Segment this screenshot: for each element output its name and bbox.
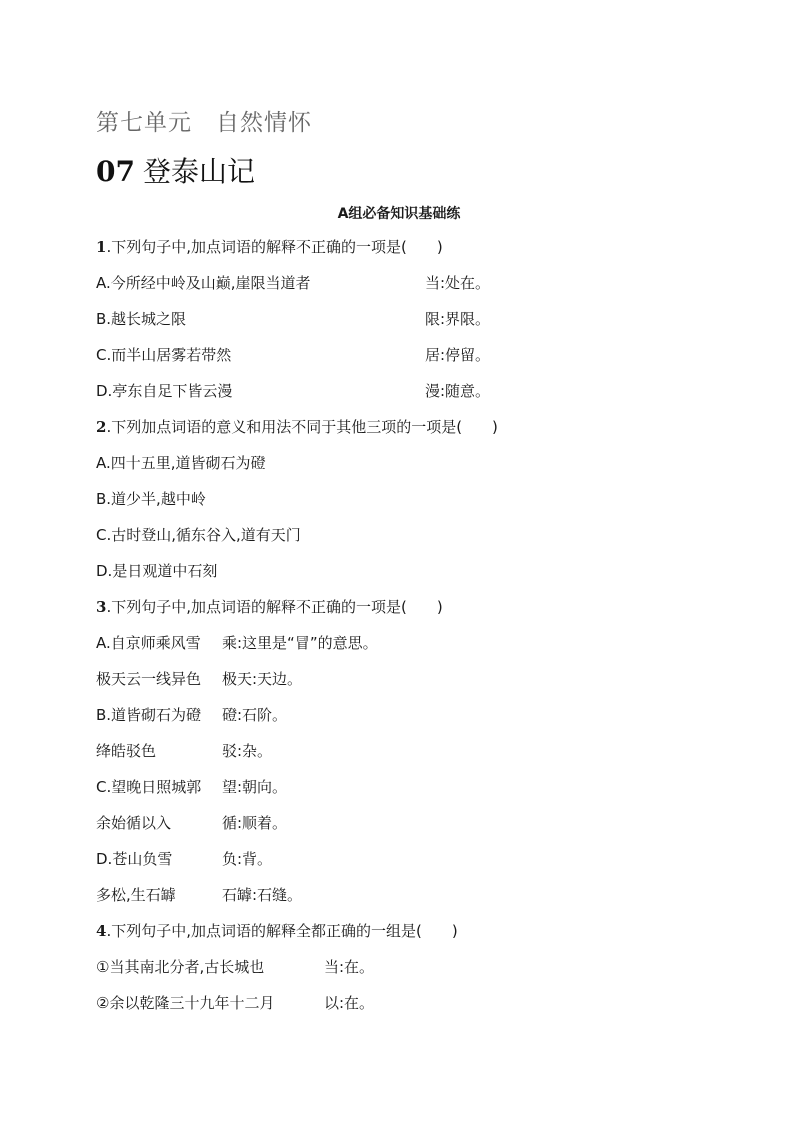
q3-row-8-note: 石罅:石缝。 bbox=[222, 886, 303, 904]
q3-row-6-note: 循:顺着。 bbox=[222, 814, 288, 832]
q1-option-b: B.越长城之限 bbox=[96, 310, 187, 328]
question-4-stem: 4.下列句子中,加点词语的解释全都正确的一组是( ) bbox=[96, 922, 458, 940]
q3-row-2-note: 极天:天边。 bbox=[222, 670, 303, 688]
group-heading: A组必备知识基础练 bbox=[337, 206, 461, 222]
question-3-stem: 3.下列句子中,加点词语的解释不正确的一项是( ) bbox=[96, 598, 443, 616]
q3-row-8: 多松,生石罅 bbox=[96, 886, 176, 904]
lesson-title bbox=[96, 150, 255, 190]
q1-option-a-note: 当:处在。 bbox=[425, 274, 491, 292]
lesson-number: 07 bbox=[96, 155, 135, 188]
q3-row-4-note: 驳:杂。 bbox=[222, 742, 273, 760]
q1-option-c: C.而半山居雾若带然 bbox=[96, 346, 232, 364]
q1-option-b-note: 限:界限。 bbox=[425, 310, 491, 328]
q3-row-6: 余始循以入 bbox=[96, 814, 172, 832]
lesson-name: 登泰山记 bbox=[142, 155, 255, 188]
q1-option-c-note: 居:停留。 bbox=[425, 346, 491, 364]
q3-row-5: C.望晚日照城郭 bbox=[96, 778, 202, 796]
q4-row-2: ②余以乾隆三十九年十二月 bbox=[96, 994, 275, 1012]
q3-row-5-note: 望:朝向。 bbox=[222, 778, 288, 796]
question-number: 2 bbox=[96, 418, 107, 436]
q2-option-b: B.道少半,越中岭 bbox=[96, 490, 206, 508]
q2-option-a: A.四十五里,道皆砌石为磴 bbox=[96, 454, 266, 472]
q3-row-2: 极天云一线异色 bbox=[96, 670, 202, 688]
question-2-stem: 2.下列加点词语的意义和用法不同于其他三项的一项是( ) bbox=[96, 418, 498, 436]
q3-row-7: D.苍山负雪 bbox=[96, 850, 173, 868]
q3-row-1-note: 乘:这里是“冒”的意思。 bbox=[222, 634, 378, 652]
q3-row-4: 绛皓驳色 bbox=[96, 742, 157, 760]
q1-option-d: D.亭东自足下皆云漫 bbox=[96, 382, 233, 400]
q4-row-1: ①当其南北分者,古长城也 bbox=[96, 958, 265, 976]
unit-title: 第七单元 自然情怀 bbox=[96, 110, 312, 136]
q2-option-c: C.古时登山,循东谷入,道有天门 bbox=[96, 526, 301, 544]
question-number: 3 bbox=[96, 598, 107, 616]
q3-row-3: B.道皆砌石为磴 bbox=[96, 706, 202, 724]
q4-row-1-note: 当:在。 bbox=[324, 958, 375, 976]
question-1-stem: 1.下列句子中,加点词语的解释不正确的一项是( ) bbox=[96, 238, 443, 256]
q3-row-7-note: 负:背。 bbox=[222, 850, 273, 868]
q3-row-3-note: 磴:石阶。 bbox=[222, 706, 288, 724]
q2-option-d: D.是日观道中石刻 bbox=[96, 562, 218, 580]
q1-option-a: A.今所经中岭及山巅,崖限当道者 bbox=[96, 274, 311, 292]
q3-row-1: A.自京师乘风雪 bbox=[96, 634, 201, 652]
q1-option-d-note: 漫:随意。 bbox=[425, 382, 491, 400]
question-number: 1 bbox=[96, 238, 107, 256]
question-number: 4 bbox=[96, 922, 107, 940]
q4-row-2-note: 以:在。 bbox=[324, 994, 375, 1012]
